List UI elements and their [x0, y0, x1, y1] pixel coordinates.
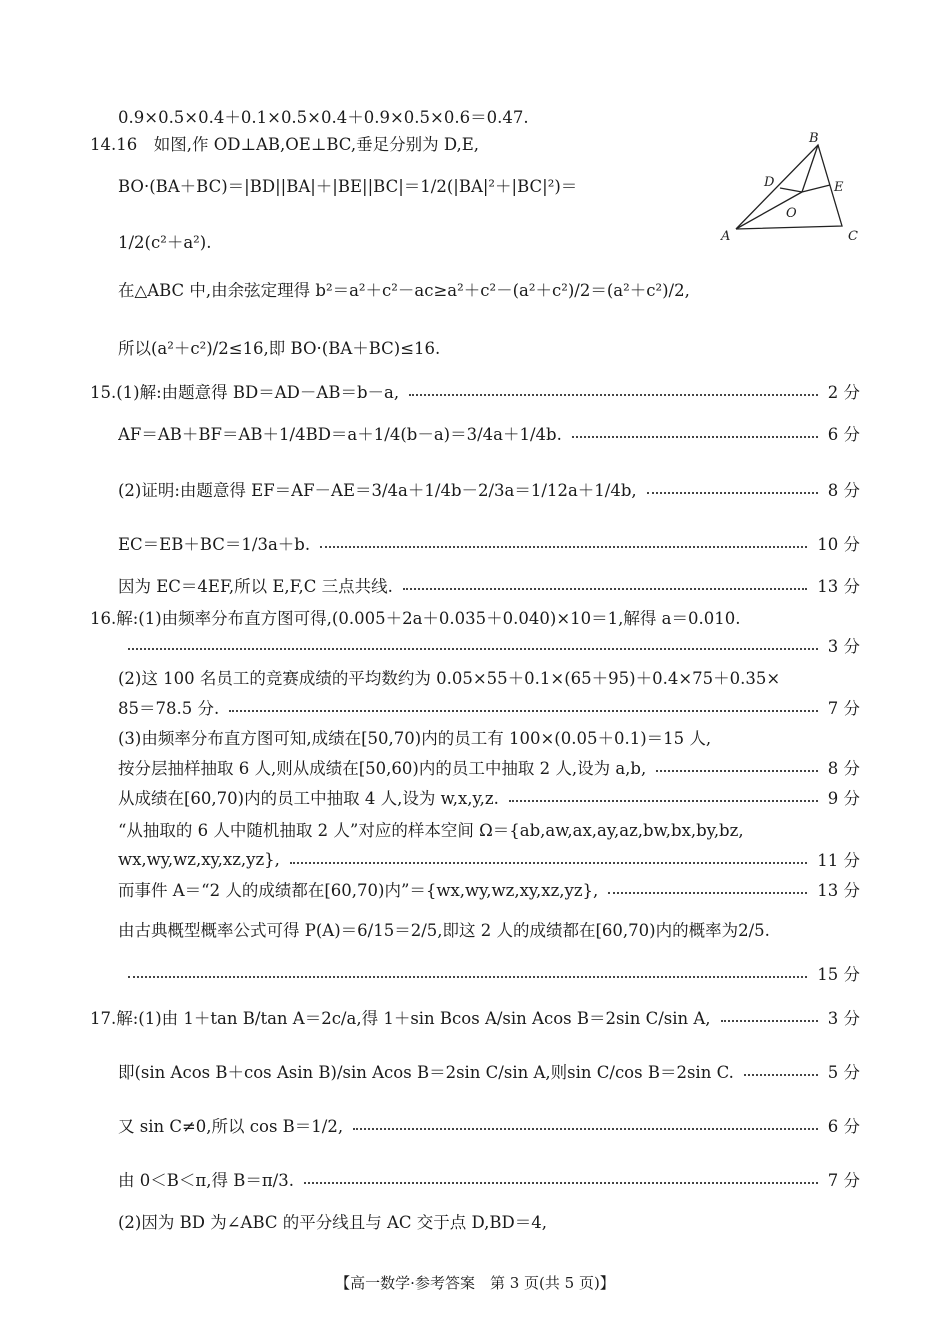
answer-line	[118, 1058, 860, 1084]
line-text: (2)这 100 名员工的竞赛成绩的平均数约为 0.05×55＋0.1×(65＋95)＋0.4×75＋0.35×	[118, 669, 781, 688]
line-text: wx,wy,wz,xy,xz,yz},	[118, 849, 280, 869]
answer-line	[118, 960, 860, 986]
answer-line	[90, 130, 710, 156]
answer-line	[118, 724, 860, 750]
line-text: 由 0＜B＜π,得 B＝π/3.	[118, 1171, 294, 1190]
line-text: (2)因为 BD 为∠ABC 的平分线且与 AC 交于点 D,BD＝4,	[118, 1213, 548, 1232]
answer-line	[118, 334, 860, 360]
label-B: B	[809, 131, 819, 146]
leader-dots	[409, 394, 818, 396]
score-points: 7 分	[827, 1171, 860, 1190]
answer-line	[90, 378, 860, 404]
score-points: 9 分	[827, 789, 860, 808]
line-text: 按分层抽样抽取 6 人,则从成绩在[50,60)内的员工中抽取 2 人,设为 a,b,	[118, 759, 647, 778]
line-text: 由古典概型概率公式可得 P(A)＝6/15＝2/5,即这 2 人的成绩都在[60,70)内的概率为2/5.	[118, 921, 770, 940]
leader-dots	[656, 770, 818, 772]
line-text: 从成绩在[60,70)内的员工中抽取 4 人,设为 w,x,y,z.	[118, 789, 499, 808]
line-text: 15.(1)解:由题意得 BD＝AD－AB＝b－a,	[90, 383, 400, 402]
answer-line	[118, 784, 860, 810]
score-points: 6 分	[827, 1117, 860, 1136]
line-text: BO·(BA＋BC)＝|BD||BA|＋|BE||BC|＝1/2(|BA|²＋|BC|²)＝	[118, 177, 578, 196]
answer-line	[118, 694, 860, 720]
line-text: 因为 EC＝4EF,所以 E,F,C 三点共线.	[118, 577, 393, 596]
answer-line	[118, 476, 860, 502]
answer-line	[118, 664, 860, 690]
leader-dots	[744, 1074, 818, 1076]
leader-dots	[353, 1128, 818, 1130]
leader-dots	[128, 648, 818, 650]
answer-line	[118, 1208, 860, 1234]
answer-line	[118, 276, 860, 302]
score-points: 10 分	[817, 535, 860, 554]
line-text: 又 sin C≠0,所以 cos B＝1/2,	[118, 1117, 344, 1136]
label-C: C	[848, 229, 858, 244]
line-text: 17.解:(1)由 1＋tan B/tan A＝2c/a,得 1＋sin Bcos A/sin Acos B＝2sin C/sin A,	[90, 1009, 711, 1028]
answer-line	[118, 1112, 860, 1138]
answer-line	[118, 103, 860, 129]
answer-line	[90, 604, 860, 630]
answer-line	[118, 420, 860, 446]
line-text: (2)证明:由题意得 EF＝AF－AE＝3/4a＋1/4b－2/3a＝1/12a＋1/4b,	[118, 481, 637, 500]
leader-dots	[290, 862, 807, 864]
answer-line	[118, 816, 860, 842]
line-text: EC＝EB＋BC＝1/3a＋b.	[118, 535, 311, 554]
line-text: AF＝AB＋BF＝AB＋1/4BD＝a＋1/4(b－a)＝3/4a＋1/4b.	[118, 425, 562, 444]
answer-line	[90, 1004, 860, 1030]
leader-dots	[572, 436, 818, 438]
label-A: A	[721, 229, 731, 244]
segment-O-D	[780, 188, 802, 192]
score-points: 8 分	[827, 759, 860, 778]
score-points: 3 分	[827, 637, 860, 656]
answer-line	[118, 876, 860, 902]
answer-line	[118, 228, 710, 254]
leader-dots	[608, 892, 807, 894]
leader-dots	[721, 1020, 818, 1022]
line-text: 16.解:(1)由频率分布直方图可得,(0.005＋2a＋0.035＋0.040)×10＝1,解得 a＝0.010.	[90, 609, 741, 628]
leader-dots	[229, 710, 818, 712]
score-points: 5 分	[827, 1063, 860, 1082]
leader-dots	[647, 492, 818, 494]
score-points: 11 分	[817, 851, 860, 870]
answer-line	[118, 632, 860, 658]
line-text: 14.16 如图,作 OD⊥AB,OE⊥BC,垂足分别为 D,E,	[90, 135, 480, 154]
line-text: 85＝78.5 分.	[118, 699, 220, 718]
line-text: 而事件 A＝“2 人的成绩都在[60,70)内”＝{wx,wy,wz,xy,xz,yz},	[118, 881, 599, 900]
line-text: “从抽取的 6 人中随机抽取 2 人”对应的样本空间 Ω＝{ab,aw,ax,ay,az,bw,bx,by,bz,	[118, 821, 744, 840]
label-E: E	[834, 180, 844, 195]
page-footer: 【高一数学·参考答案 第 3 页(共 5 页)】	[335, 1274, 615, 1292]
line-text: 即(sin Acos B＋cos Asin B)/sin Acos B＝2sin C/sin A,则sin C/cos B＝2sin C.	[118, 1063, 734, 1082]
line-text: 0.9×0.5×0.4＋0.1×0.5×0.4＋0.9×0.5×0.6＝0.47.	[118, 108, 529, 127]
score-points: 6 分	[827, 425, 860, 444]
line-text: 所以(a²＋c²)/2≤16,即 BO·(BA＋BC)≤16.	[118, 339, 441, 358]
answer-line	[118, 754, 860, 780]
answer-line	[118, 172, 710, 198]
triangle-figure	[716, 128, 866, 248]
score-points: 8 分	[827, 481, 860, 500]
score-points: 7 分	[827, 699, 860, 718]
leader-dots	[403, 588, 807, 590]
answer-line	[118, 1166, 860, 1192]
segment-O-E	[802, 185, 830, 192]
answer-line	[118, 572, 860, 598]
line-text: (3)由频率分布直方图可知,成绩在[50,70)内的员工有 100×(0.05＋0.1)＝15 人,	[118, 729, 712, 748]
answer-line	[118, 846, 860, 872]
line-text: 在△ABC 中,由余弦定理得 b²＝a²＋c²－ac≥a²＋c²－(a²＋c²)/2＝(a²＋c²)/2,	[118, 281, 690, 300]
segment-B-O	[802, 145, 818, 192]
score-points: 15 分	[817, 965, 860, 984]
score-points: 13 分	[817, 577, 860, 596]
leader-dots	[320, 546, 807, 548]
leader-dots	[509, 800, 818, 802]
label-D: D	[764, 175, 775, 190]
leader-dots	[128, 976, 807, 978]
label-O: O	[786, 206, 797, 221]
answer-line	[118, 916, 860, 942]
answer-line	[118, 530, 860, 556]
score-points: 2 分	[827, 383, 860, 402]
score-points: 3 分	[827, 1009, 860, 1028]
line-text: 1/2(c²＋a²).	[118, 233, 212, 252]
score-points: 13 分	[817, 881, 860, 900]
leader-dots	[304, 1182, 818, 1184]
